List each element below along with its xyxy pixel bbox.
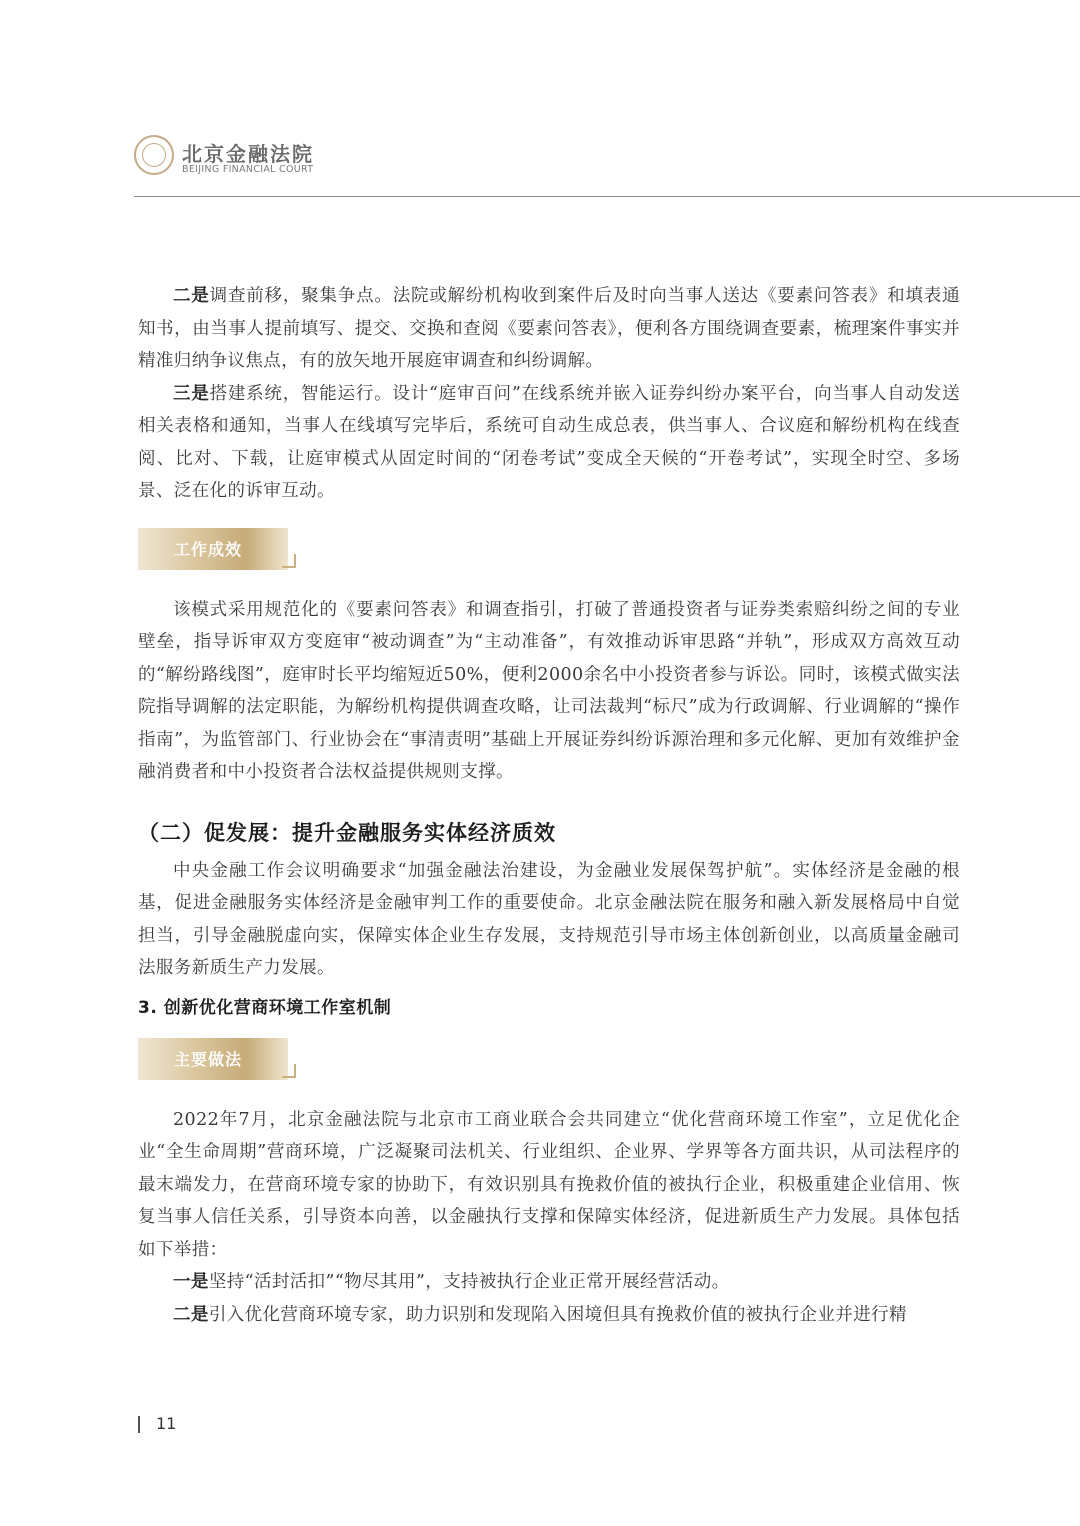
paragraph-2 xyxy=(138,280,960,378)
measure-two-paragraph xyxy=(138,1299,960,1332)
paragraph-lead: 二是 xyxy=(173,1304,209,1325)
paragraph-text: 调查前移，聚集争点。法院或解纷机构收到案件后及时向当事人送达《要素问答表》和填表通知书，由当事人提前填写、提交、交换和查阅《要素问答表》，便利各方围绕调查要素，梳理案件事实并精准归纳争议焦点，有的放矢地开展庭审调查和纠纷调解。 xyxy=(138,286,960,371)
paragraph-text: 搭建系统，智能运行。设计“庭审百问”在线系统并嵌入证券纠纷办案平台，向当事人自动发送相关表格和通知，当事人在线填写完毕后，系统可自动生成总表，供当事人、合议庭和解纷机构在线查阅、比对、下载，让庭审模式从固定时间的“闭卷考试”变成全天候的“开卷考试”，实现全时空、多场景、泛在化的诉审互动。 xyxy=(138,383,960,501)
results-paragraph: 该模式采用规范化的《要素问答表》和调查指引，打破了普通投资者与证券类索赔纠纷之间的专业壁垒，指导诉审双方变庭审“被动调查”为“主动准备”，有效推动诉审思路“并轨”，形成双方高效互动的“解纷路线图”，庭审时长平均缩短近50%，便利2000余名中小投资者参与诉讼。同时，该模式做实法院指导调解的法定职能，为解纷机构提供调查攻略，让司法裁判“标尺”成为行政调解、行业调解的“操作指南”，为监管部门、行业协会在“事清责明”基础上开展证券纠纷诉源治理和多元化解、更加有效维护金融消费者和中小投资者合法权益提供规则支撑。 xyxy=(138,599,960,782)
footer-divider xyxy=(138,1416,140,1433)
methods-paragraph: 2022年7月，北京金融法院与北京市工商业联合会共同建立“优化营商环境工作室”，立足优化企业“全生命周期”营商环境，广泛凝聚司法机关、行业组织、企业界、学界等各方面共识，从司法程序的最末端发力，在营商环境专家的协助下，有效识别具有挽救价值的被执行企业，积极重建企业信用、恢复当事人信任关系，引导资本向善，以金融执行支撑和保障实体经济，促进新质生产力发展。具体包括如下举措： xyxy=(138,1109,960,1260)
paragraph-lead: 一是 xyxy=(173,1272,209,1292)
measure-one-paragraph xyxy=(138,1266,960,1299)
subsection-heading: 3. 创新优化营商环境工作室机制 xyxy=(138,997,392,1018)
section-intro-paragraph: 中央金融工作会议明确要求“加强金融法治建设，为金融业发展保驾护航”。实体经济是金融的根基，促进金融服务实体经济是金融审判工作的重要使命。北京金融法院在服务和融入新发展格局中自觉担当，引导金融脱虚向实，保障实体企业生存发展，支持规范引导市场主体创新创业，以高质量金融司法服务新质生产力发展。 xyxy=(138,860,960,978)
section-heading: （二）促发展：提升金融服务实体经济质效 xyxy=(138,820,556,845)
section-tag-methods xyxy=(138,1038,960,1086)
tag-label: 主要做法 xyxy=(174,1049,243,1069)
paragraph-lead: 三是 xyxy=(173,383,210,404)
paragraph-text: 坚持“活封活扣”“物尽其用”，支持被执行企业正常开展经营活动。 xyxy=(208,1272,730,1292)
paragraph-lead: 二是 xyxy=(173,286,210,306)
page-content xyxy=(138,280,960,1331)
section-tag-results xyxy=(138,528,960,576)
page-number: 11 xyxy=(156,1414,177,1433)
paragraph-text: 引入优化营商环境专家，助力识别和发现陷入困境但具有挽救价值的被执行企业并进行精 xyxy=(208,1304,907,1325)
court-name-en: BEIJING FINANCIAL COURT xyxy=(182,164,314,175)
court-seal-icon xyxy=(134,135,174,175)
tag-label: 工作成效 xyxy=(174,539,243,559)
header-divider xyxy=(134,196,1080,197)
corner-mark-icon xyxy=(282,1064,296,1078)
corner-mark-icon xyxy=(282,554,296,568)
paragraph-3 xyxy=(138,378,960,508)
court-name-cn: 北京金融法院 xyxy=(182,142,314,166)
